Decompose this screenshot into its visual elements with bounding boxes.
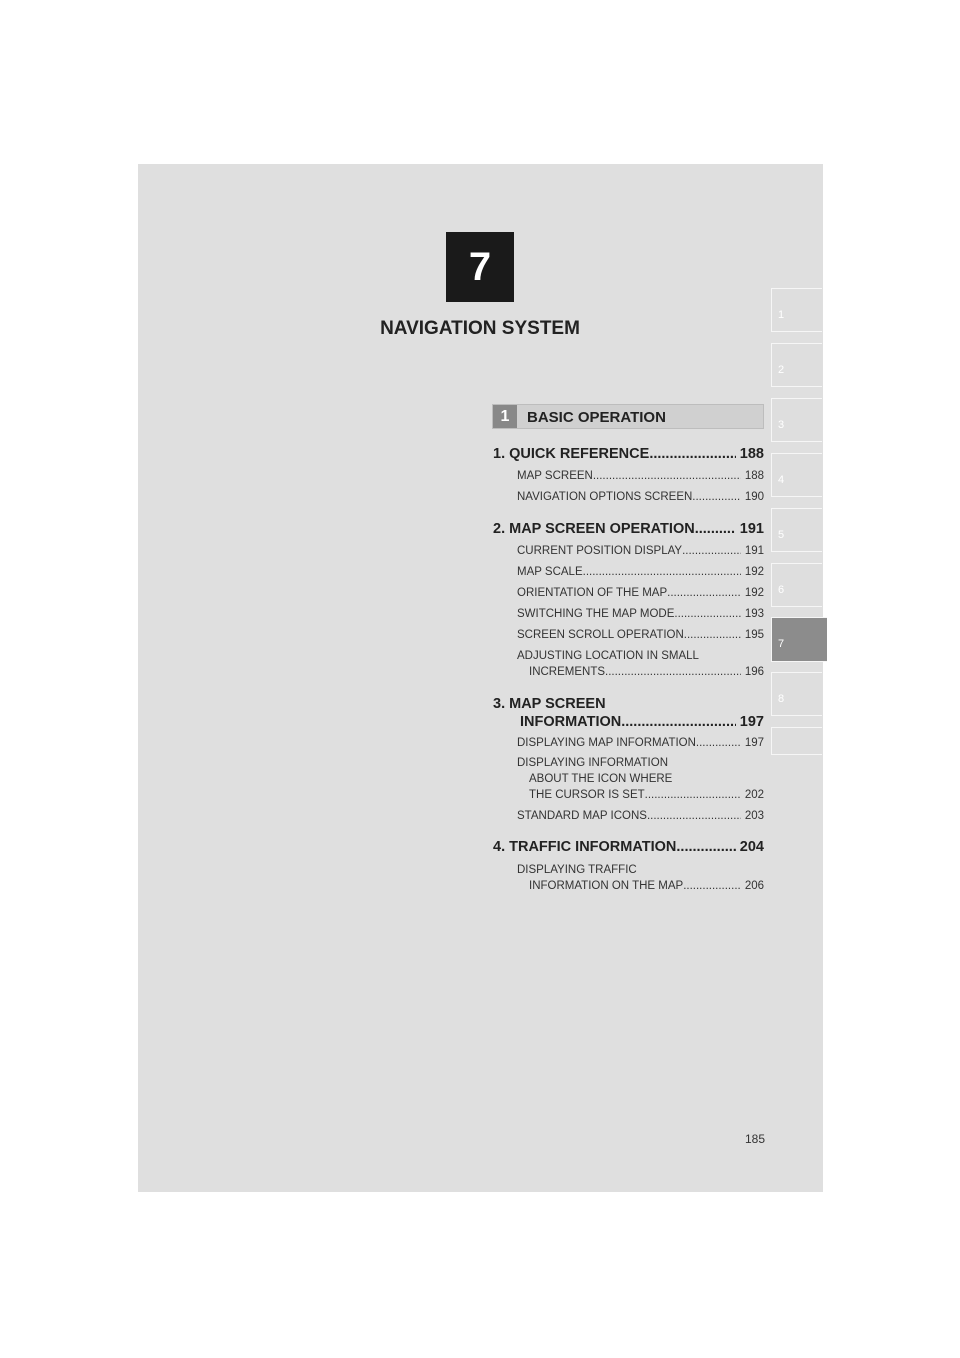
toc-label: THE CURSOR IS SET — [529, 789, 645, 801]
toc-leader — [593, 470, 741, 482]
toc-label: MAP SCREEN — [517, 470, 593, 482]
toc-leader — [696, 737, 741, 749]
tab-label: 2 — [778, 364, 785, 376]
toc-entry-line: ABOUT THE ICON WHERE — [529, 773, 673, 785]
toc-label: CURRENT POSITION DISPLAY — [517, 545, 683, 557]
toc-entry-displaying-map-information[interactable] — [517, 737, 764, 749]
toc-label: STANDARD MAP ICONS — [517, 810, 647, 822]
toc-entry-line: ADJUSTING LOCATION IN SMALL — [517, 650, 699, 662]
toc-entry-quick-reference[interactable] — [493, 446, 764, 462]
chapter-title: NAVIGATION SYSTEM — [380, 318, 580, 339]
toc-entry-line: DISPLAYING INFORMATION — [517, 757, 669, 769]
toc-page: 191 — [739, 521, 764, 537]
toc-label: ORIENTATION OF THE MAP — [517, 587, 668, 599]
toc-page: 193 — [744, 608, 764, 620]
toc-entry-orientation-of-the-map[interactable] — [517, 587, 764, 599]
tab-label: 4 — [778, 474, 785, 486]
toc-entry-line: DISPLAYING TRAFFIC — [517, 864, 637, 876]
toc-entry-current-position-display[interactable] — [517, 545, 764, 557]
toc-entry-map-screen-operation[interactable] — [493, 521, 764, 537]
tab-5[interactable] — [771, 508, 822, 552]
toc-page: 190 — [744, 491, 764, 503]
toc-page: 203 — [744, 810, 764, 822]
toc-entry-screen-scroll-operation[interactable] — [517, 629, 764, 641]
toc-leader — [605, 666, 741, 678]
tab-7-active[interactable] — [771, 617, 827, 662]
toc-entry-standard-map-icons[interactable] — [517, 810, 764, 822]
toc-page: 192 — [744, 587, 764, 599]
toc-page: 197 — [744, 737, 764, 749]
toc-leader — [695, 521, 736, 537]
tab-1[interactable] — [771, 288, 822, 332]
tab-8[interactable] — [771, 672, 822, 716]
toc-leader — [649, 446, 735, 462]
toc-leader — [583, 566, 741, 578]
toc-entry-traffic-information[interactable] — [493, 839, 764, 855]
toc-leader — [645, 789, 741, 801]
toc-entry-line: 3. MAP SCREEN — [493, 696, 606, 712]
toc-page: 196 — [744, 666, 764, 678]
toc-page: 206 — [744, 880, 764, 892]
toc-label: 4. TRAFFIC INFORMATION — [493, 839, 677, 855]
toc-label: SCREEN SCROLL OPERATION — [517, 629, 684, 641]
toc-leader — [692, 491, 741, 503]
toc-label: INFORMATION ON THE MAP — [529, 880, 684, 892]
toc-entry-icon-cursor[interactable] — [529, 789, 764, 801]
toc-leader — [647, 810, 741, 822]
toc-entry-adjusting-location[interactable] — [529, 666, 764, 678]
toc-page: 202 — [744, 789, 764, 801]
toc-entry-map-scale[interactable] — [517, 566, 764, 578]
toc-entry-map-screen-information[interactable] — [520, 714, 764, 730]
tab-label: 5 — [778, 529, 785, 541]
toc-page: 191 — [744, 545, 764, 557]
toc-page: 197 — [739, 714, 764, 730]
toc-label: NAVIGATION OPTIONS SCREEN — [517, 491, 693, 503]
toc-page: 188 — [744, 470, 764, 482]
toc-label: 2. MAP SCREEN OPERATION — [493, 521, 695, 537]
toc-leader — [676, 839, 735, 855]
toc-leader — [682, 545, 741, 557]
chapter-number: 7 — [468, 244, 492, 289]
toc-entry-traffic-on-map[interactable] — [529, 880, 764, 892]
toc-leader — [684, 629, 741, 641]
toc-leader — [621, 714, 736, 730]
tab-label: 6 — [778, 584, 785, 596]
tab-label: 7 — [778, 638, 785, 650]
tab-3[interactable] — [771, 398, 822, 442]
tab-9[interactable] — [771, 727, 822, 755]
tab-label: 8 — [778, 693, 785, 705]
tab-4[interactable] — [771, 453, 822, 497]
toc-label: DISPLAYING MAP INFORMATION — [517, 737, 696, 749]
toc-entry-map-screen[interactable] — [517, 470, 764, 482]
toc-label: INCREMENTS — [529, 666, 606, 678]
tab-6[interactable] — [771, 563, 822, 607]
tab-label: 1 — [778, 309, 785, 321]
toc-leader — [667, 587, 741, 599]
tab-2[interactable] — [771, 343, 822, 387]
toc-label: SWITCHING THE MAP MODE — [517, 608, 675, 620]
toc-leader — [674, 608, 740, 620]
toc-page: 204 — [739, 839, 764, 855]
section-number: 1 — [493, 405, 517, 428]
toc-label: INFORMATION — [520, 714, 622, 730]
tab-label: 3 — [778, 419, 785, 431]
section-title: BASIC OPERATION — [527, 409, 666, 426]
section-header — [492, 404, 764, 429]
toc-page: 192 — [744, 566, 764, 578]
toc-entry-navigation-options-screen[interactable] — [517, 491, 764, 503]
toc-label: 1. QUICK REFERENCE — [493, 446, 650, 462]
toc-entry-switching-the-map-mode[interactable] — [517, 608, 764, 620]
toc-label: MAP SCALE — [517, 566, 583, 578]
toc-page: 195 — [744, 629, 764, 641]
chapter-number-box — [446, 232, 514, 302]
toc-leader — [683, 880, 741, 892]
toc-page: 188 — [739, 446, 764, 462]
page-number: 185 — [745, 1132, 766, 1146]
